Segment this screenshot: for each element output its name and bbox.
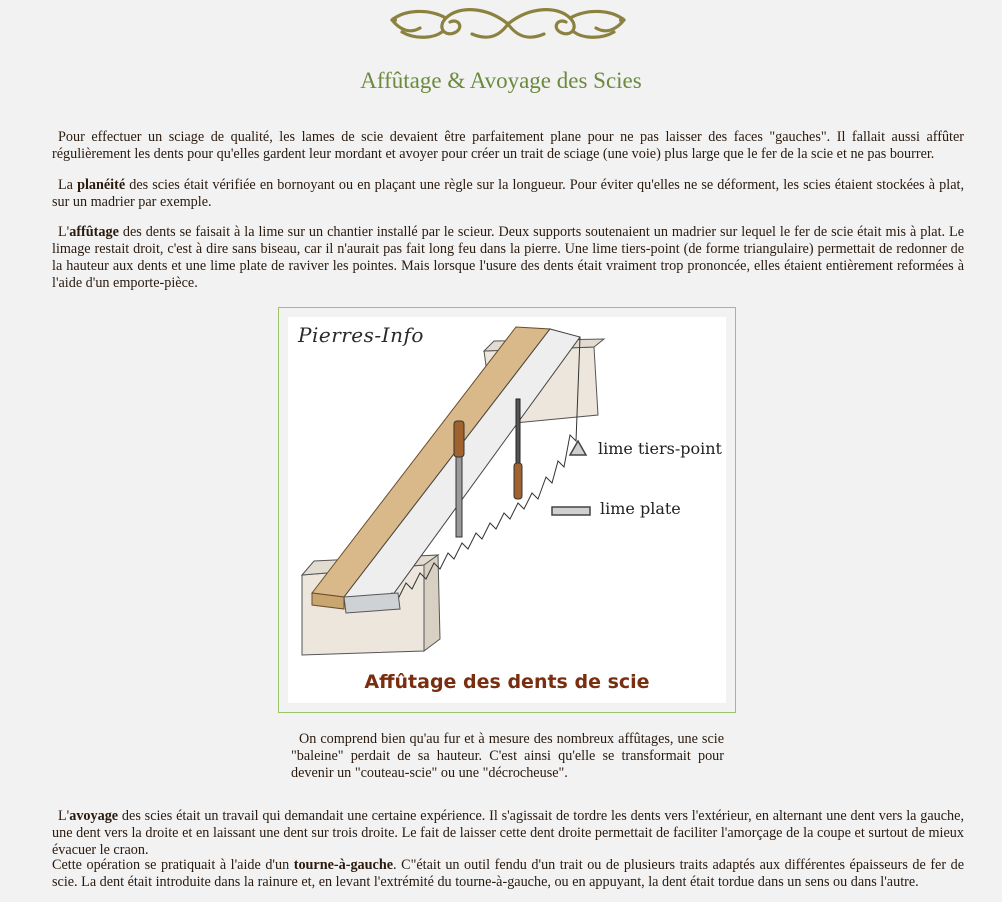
avoyage-paragraph: L'avoyage des scies était un travail qui demandait une certaine expérience. Il s'agissait de tordre les dents vers l'extérieur, en alternant une dent vers la gauche, une dent vers la droite et en laissant une dent sur trois droite. Le fait de laisser cette dent droite permettait de faciliter l'amorçage de la coupe et surtout de mieux évacuer le craon.	[52, 808, 964, 858]
planeite-keyword: planéité	[77, 177, 126, 193]
figure-frame	[278, 307, 736, 713]
figure-description: On comprend bien qu'au fur et à mesure des nombreux affûtages, une scie "baleine" perdait de sa hauteur. C'est ainsi qu'elle se transformait pour devenir un "couteau-scie" ou une "décrocheuse".	[291, 731, 724, 781]
figure-caption: Affûtage des dents de scie	[364, 671, 650, 693]
affutage-keyword: affûtage	[69, 224, 119, 240]
page-title: Affûtage & Avoyage des Scies	[360, 68, 642, 93]
tourne-keyword: tourne-à-gauche	[293, 857, 394, 873]
saw-sharpening-illustration	[288, 317, 726, 703]
affutage-paragraph: L'affûtage des dents se faisait à la lime sur un chantier installé par le scieur. Deux supports soutenaient un madrier sur lequel le fer de scie était mis à plat. Le limage restait droit, c'est à dire sans biseau, car il n'aurait pas fait long feu dans la pierre. Une lime tiers-point (de forme triangulaire) permettait de redonner de la hauteur aux dents et une lime plate de raviver les pointes. Mais lorsque l'usure des dents était vraiment trop prononcée, elles étaient entièrement reformées à l'aide d'un emporte-pièce.	[52, 224, 964, 291]
decorative-flourish-icon	[386, 4, 630, 44]
legend-flat-file: lime plate	[600, 499, 681, 518]
tourne-paragraph: Cette opération se pratiquait à l'aide d'un tourne-à-gauche. C"était un outil fendu d'un trait ou de plusieurs traits adaptés aux différentes épaisseurs de fer de scie. La dent était introduite dans la rainure et, en levant l'extrémité du tourne-à-gauche, ou en appuyant, la dent était tordue dans un sens ou dans l'autre.	[52, 857, 964, 890]
planeite-paragraph: La planéité des scies était vérifiée en bornoyant ou en plaçant une règle sur la longueur. Pour éviter qu'elles ne se déforment, les scies étaient stockées à plat, sur un madrier par exemple.	[52, 177, 964, 210]
avoyage-keyword: avoyage	[69, 808, 119, 824]
figure-logo: Pierres-Info	[298, 323, 424, 347]
intro-paragraph: Pour effectuer un sciage de qualité, les lames de scie devaient être parfaitement plane pour ne pas laisser des faces "gauches". Il fallait aussi affûter régulièrement les dents pour qu'elles gardent leur mordant et avoyer pour créer un trait de sciage (une voie) plus large que le fer de la scie et ne pas bourrer.	[52, 129, 964, 162]
legend-triangle-file: lime tiers-point	[598, 439, 722, 458]
